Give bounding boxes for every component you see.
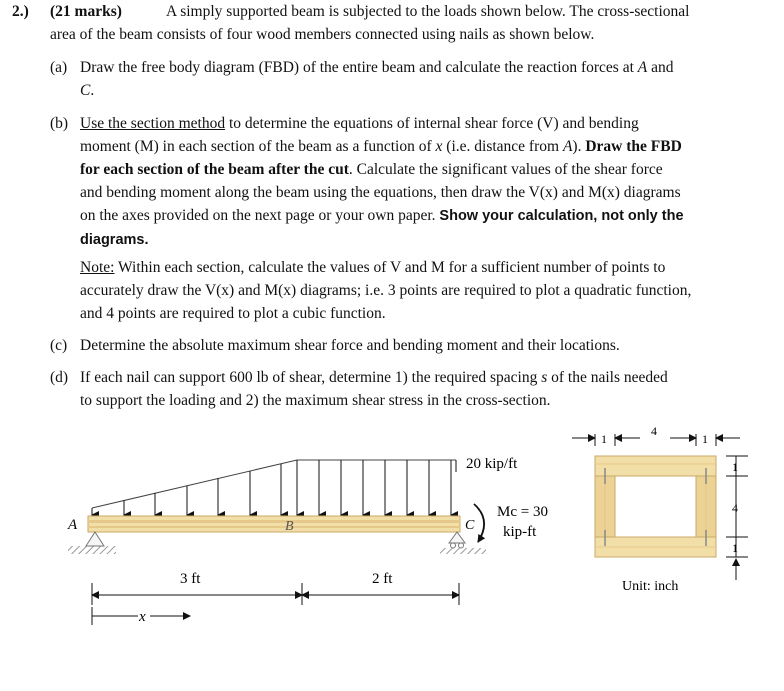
part-b-text: Use the section method to determine the equations of internal shear force (V) and bending moment (M) in each section of the beam as a function of x (i.e. distance from A). Draw the FBD for each section of the beam after the cut. Calculate the significant values of the shear force and bending moment along the beam using the equations, then draw the V(x) and M(x) diagrams on the axes provided on the next page or your own paper. Show your calculation, not only the diagrams.	[80, 115, 684, 248]
beam	[88, 516, 460, 532]
dim-right-1a: 1	[732, 460, 738, 474]
span-dimensions	[92, 583, 459, 605]
dim-top-1a: 1	[601, 432, 607, 446]
question-marks: (21 marks)	[50, 3, 122, 20]
question-intro-line2: area of the beam consists of four wood members connected using nails as shown below.	[50, 26, 595, 43]
cross-section-figure	[560, 420, 784, 610]
question-intro-line1: A simply supported beam is subjected to the loads shown below. The cross-sectional	[166, 3, 690, 20]
roller-support-icon	[440, 532, 486, 554]
load-arrows	[92, 460, 451, 515]
dim-right-1b: 1	[732, 541, 738, 555]
part-b-label: (b)	[50, 115, 69, 132]
note-text: Note: Within each section, calculate the values of V and M for a sufficient number of points to accurately draw the V(x) and M(x) diagrams; i.e. 3 points are required to plot a quadratic function, and 4 points are required to plot a cubic function.	[80, 259, 692, 322]
dim-bc-label: 2 ft	[372, 571, 393, 587]
distributed-load	[92, 460, 456, 515]
point-b-label: B	[285, 519, 294, 534]
beam-figure	[0, 420, 560, 691]
moment-label-2: kip-ft	[503, 524, 537, 540]
load-label: 20 kip/ft	[466, 456, 518, 472]
moment-label-1: Mc = 30	[497, 504, 548, 520]
pin-support-icon	[68, 532, 116, 554]
moment-arrow-icon	[474, 504, 484, 542]
part-d-text: If each nail can support 600 lb of shear, determine 1) the required spacing s of the nails needed to support the loading and 2) the maximum shear stress in the cross-section.	[80, 369, 668, 409]
point-c-label: C	[465, 518, 475, 533]
part-c-text: Determine the absolute maximum shear force and bending moment and their locations.	[80, 337, 620, 354]
part-a-text: Draw the free body diagram (FBD) of the entire beam and calculate the reaction forces at A and C.	[80, 59, 674, 99]
dim-right-4: 4	[732, 501, 738, 515]
question-number: 2.)	[12, 3, 29, 20]
part-d-label: (d)	[50, 369, 69, 386]
dim-top-1b: 1	[702, 432, 708, 446]
part-a-label: (a)	[50, 59, 68, 76]
units-label: Unit: inch	[622, 579, 679, 594]
right-dimensions	[726, 456, 748, 580]
part-c-label: (c)	[50, 337, 68, 354]
wood-box-section	[595, 456, 716, 557]
point-a-label: A	[68, 517, 78, 533]
dim-ab-label: 3 ft	[180, 571, 201, 587]
dim-top-4: 4	[651, 424, 657, 438]
x-label: x	[139, 609, 146, 625]
